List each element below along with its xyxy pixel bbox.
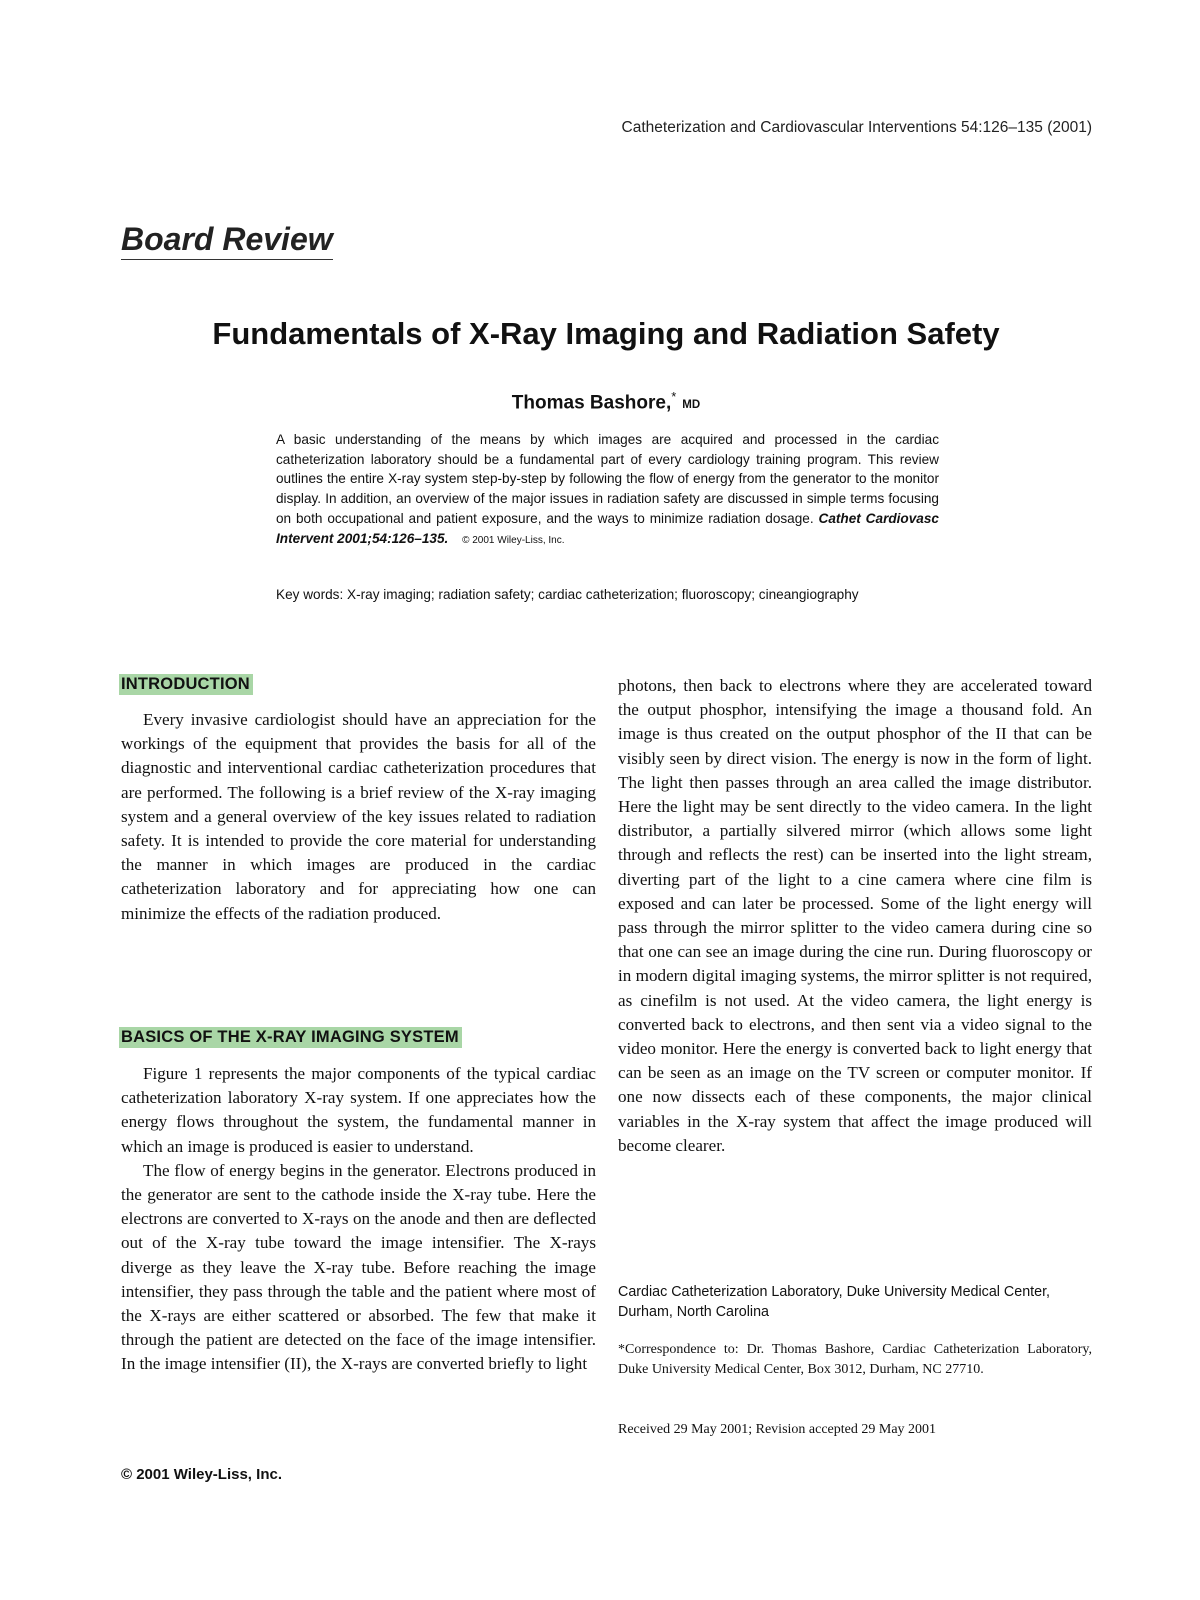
basics-paragraph-1: Figure 1 represents the major components of the typical cardiac catheterization laboratory X-ray system. If one appreciates how the energy flows throughout the system, the fundamental manner in which an image is produced is easier to understand. [121, 1064, 596, 1156]
received-dates: Received 29 May 2001; Revision accepted 29 May 2001 [618, 1422, 937, 1437]
author-degree: MD [682, 399, 701, 412]
author-line [60, 389, 1152, 414]
introduction-paragraph: Every invasive cardiologist should have an appreciation for the workings of the equipment that provides the basis for all of the diagnostic and interventional cardiac catheterization procedures that are performed. The following is a brief review of the X-ray imaging system and a general overview of the key issues related to radiation safety. It is intended to provide the core material for understanding the manner in which images are produced in the cardiac catheterization laboratory and for appreciating how one can minimize the effects of the radiation produced. [121, 710, 596, 923]
keywords: Key words: X-ray imaging; radiation safety; cardiac catheterization; fluoroscopy; cineangiography [276, 587, 859, 602]
footer-copyright: © 2001 Wiley-Liss, Inc. [121, 1466, 282, 1483]
abstract-text: A basic understanding of the means by which images are acquired and processed in the cardiac catheterization laboratory should be a fundamental part of every cardiology training program. This review outlines the entire X-ray system step-by-step by following the flow of energy from the generator to the monitor display. In addition, an overview of the major issues in radiation safety are discussed in simple terms focusing on both occupational and patient exposure, and the ways to minimize radiation dosage. [276, 432, 939, 526]
abstract-citation: Cathet Cardiovasc Intervent 2001;54:126–135. [276, 510, 939, 546]
correspondence-mark: * [671, 389, 677, 404]
section-label: Board Review [121, 222, 333, 260]
basics-paragraph-2: The flow of energy begins in the generator. Electrons produced in the generator are sent to the cathode inside the X-ray tube. Here the electrons are converted to X-rays on the anode and then are deflected out of the X-ray tube toward the image intensifier. The X-rays diverge as they leave the X-ray tube. Before reaching the image intensifier, they pass through the table and the patient where most of the X-rays are either scattered or absorbed. The few that make it through the patient are detected on the face of the image intensifier. In the image intensifier (II), the X-rays are converted briefly to light [121, 1160, 596, 1374]
author-name: Thomas Bashore, [511, 392, 672, 414]
introduction-body [121, 708, 596, 926]
abstract [276, 430, 939, 550]
basics-heading: BASICS OF THE X-RAY IMAGING SYSTEM [119, 1027, 462, 1048]
introduction-heading: INTRODUCTION [119, 674, 253, 695]
journal-citation-header: Catheterization and Cardiovascular Interventions 54:126–135 (2001) [621, 119, 1092, 136]
correspondence-footnote: *Correspondence to: Dr. Thomas Bashore, Cardiac Catheterization Laboratory, Duke University Medical Center, Box 3012, Durham, NC 27710. [618, 1342, 1092, 1377]
basics-body [121, 1062, 596, 1377]
affiliation-footnote: Cardiac Catheterization Laboratory, Duke University Medical Center, Durham, North Carolina [618, 1284, 1051, 1320]
right-column-body [618, 674, 1092, 1158]
abstract-copyright: © 2001 Wiley-Liss, Inc. [462, 534, 565, 546]
continuation-paragraph: photons, then back to electrons where they are accelerated toward the output phosphor, intensifying the image a thousand fold. An image is thus created on the output phosphor of the II that can be visibly seen by direct vision. The energy is now in the form of light. The light then passes through an area called the image distributor. Here the light may be sent directly to the video camera. In the light distributor, a partially silvered mirror (which allows some light through and reflects the rest) can be inserted into the light stream, diverting part of the light to a cine camera where cine film is exposed and can later be processed. Some of the light energy will pass through the mirror splitter to the video camera during cine so that one can see an image during the cine run. During fluoroscopy or in modern digital imaging systems, the mirror splitter is not required, as cinefilm is not used. At the video camera, the light energy is converted back to electrons, and then sent via a video signal to the video monitor. Here the energy is converted back to light energy that can be seen as an image on the TV screen or computer monitor. If one now dissects each of these components, the major clinical variables in the X-ray system that affect the image produced will become clearer. [618, 676, 1092, 1155]
article-title: Fundamentals of X-Ray Imaging and Radiation Safety [212, 316, 1000, 351]
